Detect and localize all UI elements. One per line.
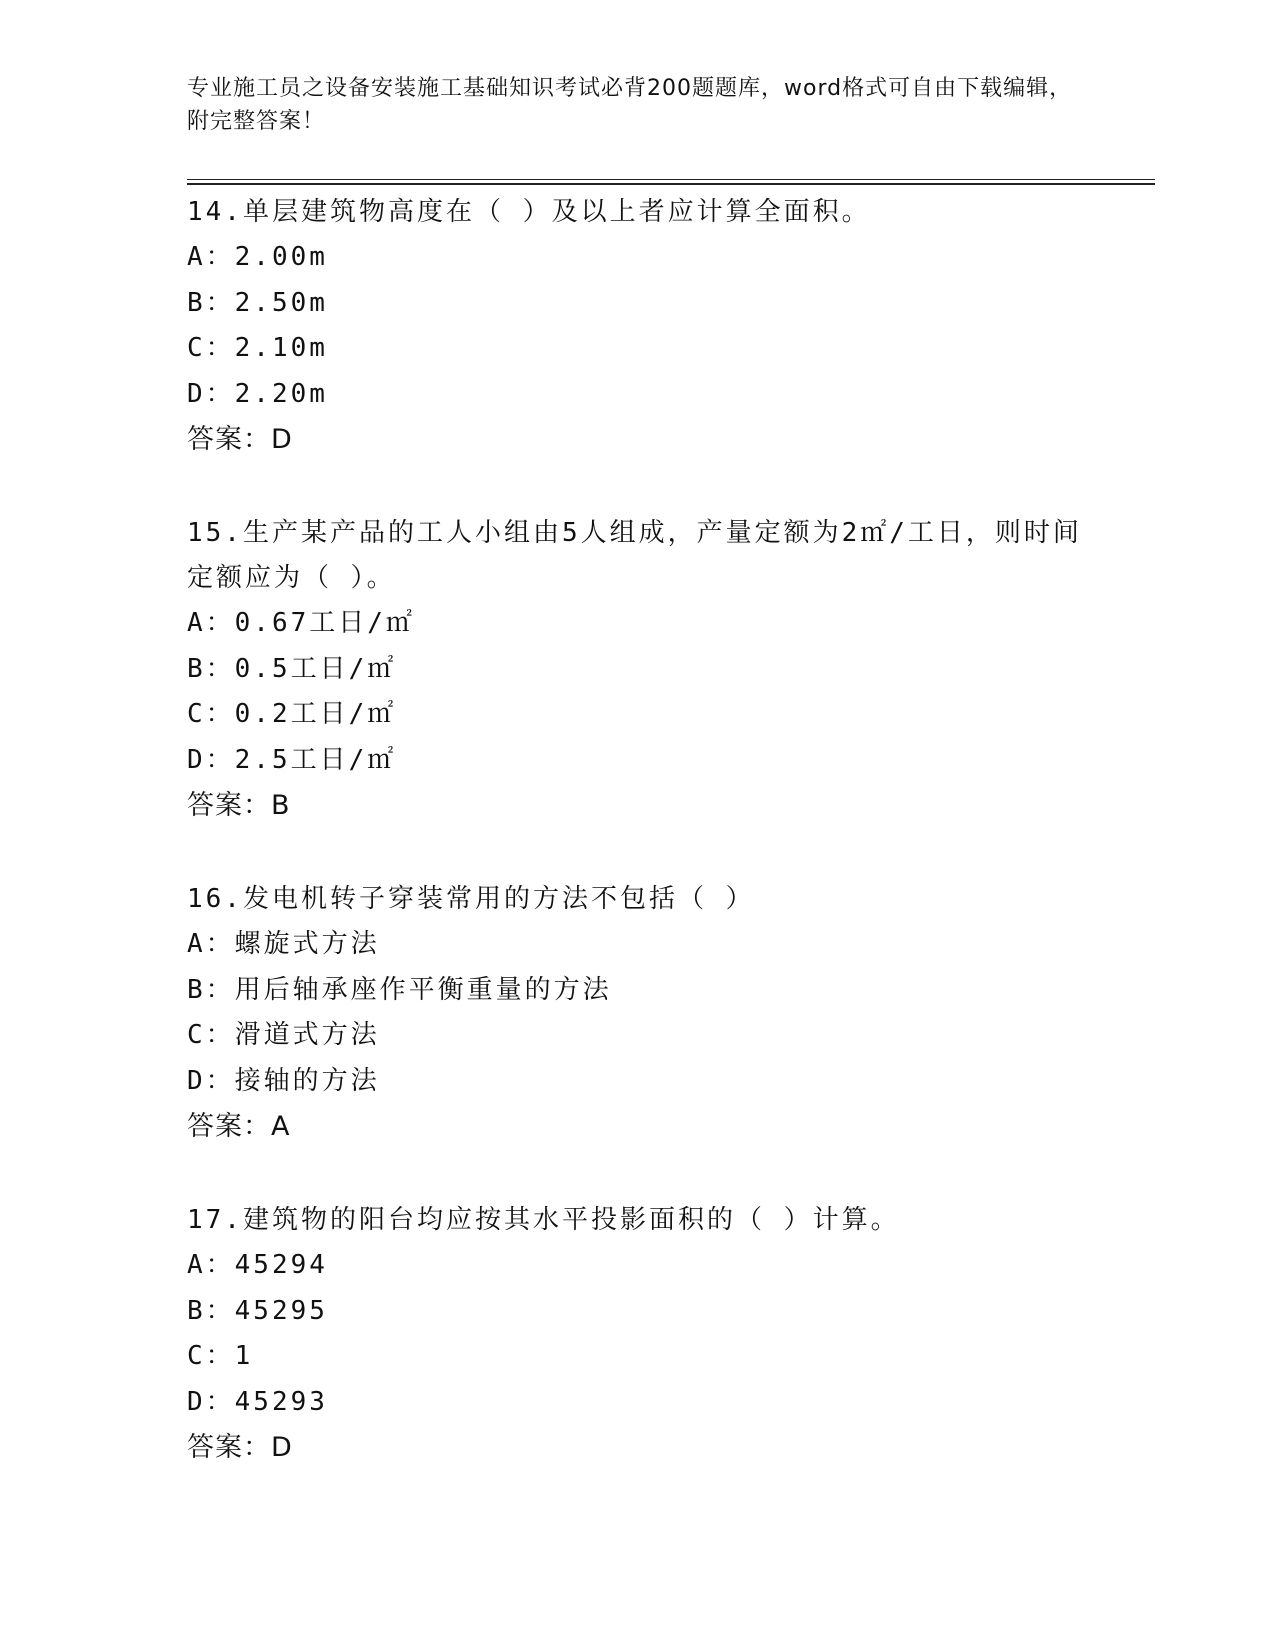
question-list bbox=[187, 190, 1087, 1519]
option-b: B：45295 bbox=[187, 1295, 328, 1326]
option-b: B：0.5工日/㎡ bbox=[187, 653, 397, 684]
document-header bbox=[187, 72, 1087, 138]
option-a: A：2.00m bbox=[187, 242, 328, 272]
header-divider-thick bbox=[187, 183, 1155, 185]
question-17 bbox=[187, 1198, 1087, 1471]
option-d: D：2.20m bbox=[187, 378, 328, 409]
question-text: 15.生产某产品的工人小组由5人组成，产量定额为2㎡/工日，则时间定额应为（ ）。 bbox=[187, 518, 1082, 593]
option-c: C：1 bbox=[187, 1341, 254, 1371]
option-d: D：接轴的方法 bbox=[187, 1065, 380, 1096]
answer-line: 答案：A bbox=[187, 1111, 291, 1142]
option-b: B：用后轴承座作平衡重量的方法 bbox=[187, 974, 612, 1005]
option-d: D：2.5工日/㎡ bbox=[187, 744, 397, 775]
question-15 bbox=[187, 511, 1087, 829]
option-c: C：2.10m bbox=[187, 333, 328, 363]
header-title: 专业施工员之设备安装施工基础知识考试必背200题题库，word格式可自由下载编辑，附完整答案！ bbox=[187, 76, 1073, 134]
header-divider-thin bbox=[187, 179, 1155, 180]
question-text: 16.发电机转子穿装常用的方法不包括（ ） bbox=[187, 884, 755, 914]
answer-line: 答案：D bbox=[187, 424, 293, 455]
option-c: C：滑道式方法 bbox=[187, 1020, 380, 1050]
answer-line: 答案：B bbox=[187, 790, 291, 821]
option-a: A：螺旋式方法 bbox=[187, 929, 380, 959]
question-16 bbox=[187, 877, 1087, 1150]
question-text: 14.单层建筑物高度在（ ）及以上者应计算全面积。 bbox=[187, 197, 871, 227]
option-a: A：45294 bbox=[187, 1250, 328, 1280]
answer-line: 答案：D bbox=[187, 1432, 293, 1463]
option-c: C：0.2工日/㎡ bbox=[187, 699, 397, 729]
option-a: A：0.67工日/㎡ bbox=[187, 608, 415, 638]
question-14 bbox=[187, 190, 1087, 463]
option-d: D：45293 bbox=[187, 1386, 328, 1417]
question-text: 17.建筑物的阳台均应按其水平投影面积的（ ）计算。 bbox=[187, 1205, 900, 1235]
option-b: B：2.50m bbox=[187, 287, 328, 318]
